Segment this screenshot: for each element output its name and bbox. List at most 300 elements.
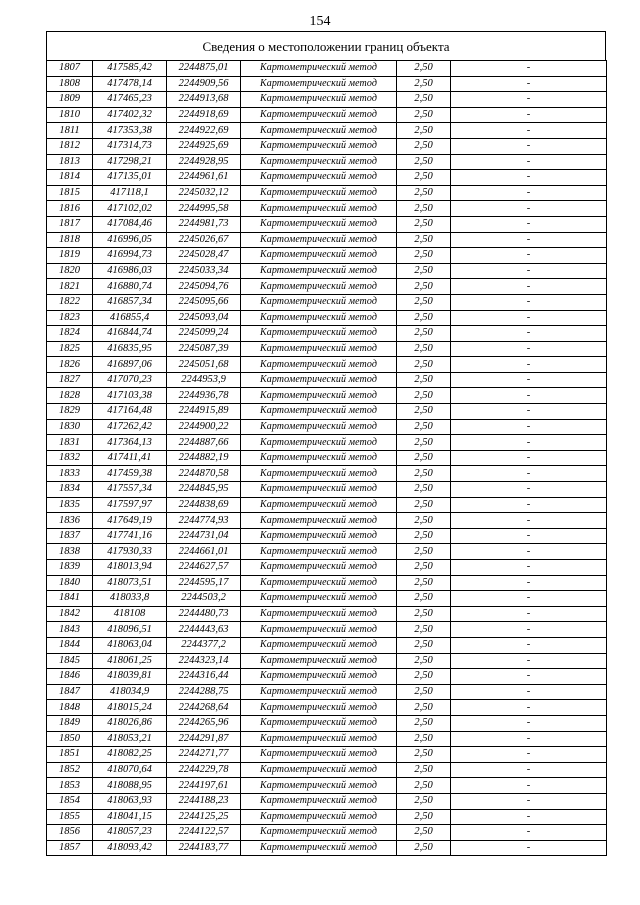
point-number-cell: 1845 [47, 653, 93, 669]
note-cell: - [451, 341, 607, 357]
y-coordinate-cell: 2244443,63 [167, 622, 241, 638]
table-row [47, 216, 607, 232]
x-coordinate-cell: 417364,13 [93, 435, 167, 451]
point-number-cell: 1832 [47, 450, 93, 466]
point-number-cell: 1841 [47, 591, 93, 607]
accuracy-cell: 2,50 [397, 482, 451, 498]
point-number-cell: 1821 [47, 279, 93, 295]
method-cell: Картометрический метод [241, 341, 397, 357]
x-coordinate-cell: 416857,34 [93, 294, 167, 310]
x-coordinate-cell: 418096,51 [93, 622, 167, 638]
y-coordinate-cell: 2244122,57 [167, 825, 241, 841]
x-coordinate-cell: 418063,04 [93, 637, 167, 653]
method-cell: Картометрический метод [241, 216, 397, 232]
accuracy-cell: 2,50 [397, 591, 451, 607]
method-cell: Картометрический метод [241, 825, 397, 841]
point-number-cell: 1828 [47, 388, 93, 404]
accuracy-cell: 2,50 [397, 840, 451, 856]
method-cell: Картометрический метод [241, 482, 397, 498]
accuracy-cell: 2,50 [397, 326, 451, 342]
y-coordinate-cell: 2244125,25 [167, 809, 241, 825]
method-cell: Картометрический метод [241, 263, 397, 279]
y-coordinate-cell: 2245099,24 [167, 326, 241, 342]
note-cell: - [451, 544, 607, 560]
x-coordinate-cell: 418082,25 [93, 747, 167, 763]
y-coordinate-cell: 2244188,23 [167, 793, 241, 809]
point-number-cell: 1826 [47, 357, 93, 373]
table-row [47, 575, 607, 591]
x-coordinate-cell: 418063,93 [93, 793, 167, 809]
accuracy-cell: 2,50 [397, 825, 451, 841]
y-coordinate-cell: 2244845,95 [167, 482, 241, 498]
accuracy-cell: 2,50 [397, 466, 451, 482]
table-row [47, 450, 607, 466]
accuracy-cell: 2,50 [397, 248, 451, 264]
method-cell: Картометрический метод [241, 840, 397, 856]
accuracy-cell: 2,50 [397, 404, 451, 420]
y-coordinate-cell: 2244323,14 [167, 653, 241, 669]
x-coordinate-cell: 417084,46 [93, 216, 167, 232]
note-cell: - [451, 513, 607, 529]
point-number-cell: 1820 [47, 263, 93, 279]
note-cell: - [451, 825, 607, 841]
method-cell: Картометрический метод [241, 809, 397, 825]
table-row [47, 513, 607, 529]
point-number-cell: 1849 [47, 715, 93, 731]
method-cell: Картометрический метод [241, 606, 397, 622]
y-coordinate-cell: 2245028,47 [167, 248, 241, 264]
table-row [47, 326, 607, 342]
x-coordinate-cell: 417459,38 [93, 466, 167, 482]
note-cell: - [451, 170, 607, 186]
table-row [47, 762, 607, 778]
method-cell: Картометрический метод [241, 700, 397, 716]
note-cell: - [451, 482, 607, 498]
x-coordinate-cell: 416994,73 [93, 248, 167, 264]
method-cell: Картометрический метод [241, 310, 397, 326]
point-number-cell: 1840 [47, 575, 93, 591]
method-cell: Картометрический метод [241, 669, 397, 685]
note-cell: - [451, 404, 607, 420]
x-coordinate-cell: 417102,02 [93, 201, 167, 217]
x-coordinate-cell: 417402,32 [93, 107, 167, 123]
note-cell: - [451, 310, 607, 326]
note-cell: - [451, 419, 607, 435]
point-number-cell: 1827 [47, 372, 93, 388]
method-cell: Картометрический метод [241, 138, 397, 154]
note-cell: - [451, 232, 607, 248]
x-coordinate-cell: 416844,74 [93, 326, 167, 342]
accuracy-cell: 2,50 [397, 731, 451, 747]
accuracy-cell: 2,50 [397, 715, 451, 731]
point-number-cell: 1809 [47, 92, 93, 108]
accuracy-cell: 2,50 [397, 622, 451, 638]
note-cell: - [451, 185, 607, 201]
accuracy-cell: 2,50 [397, 138, 451, 154]
boundary-table-sheet [46, 31, 606, 856]
x-coordinate-cell: 418073,51 [93, 575, 167, 591]
point-number-cell: 1842 [47, 606, 93, 622]
table-row [47, 809, 607, 825]
x-coordinate-cell: 417298,21 [93, 154, 167, 170]
note-cell: - [451, 107, 607, 123]
table-row [47, 248, 607, 264]
y-coordinate-cell: 2244731,04 [167, 528, 241, 544]
note-cell: - [451, 606, 607, 622]
method-cell: Картометрический метод [241, 201, 397, 217]
point-number-cell: 1829 [47, 404, 93, 420]
note-cell: - [451, 560, 607, 576]
method-cell: Картометрический метод [241, 466, 397, 482]
method-cell: Картометрический метод [241, 591, 397, 607]
table-row [47, 419, 607, 435]
x-coordinate-cell: 416986,03 [93, 263, 167, 279]
point-number-cell: 1811 [47, 123, 93, 139]
point-number-cell: 1817 [47, 216, 93, 232]
x-coordinate-cell: 417262,42 [93, 419, 167, 435]
table-row [47, 341, 607, 357]
method-cell: Картометрический метод [241, 61, 397, 77]
method-cell: Картометрический метод [241, 372, 397, 388]
method-cell: Картометрический метод [241, 513, 397, 529]
method-cell: Картометрический метод [241, 279, 397, 295]
accuracy-cell: 2,50 [397, 606, 451, 622]
table-row [47, 825, 607, 841]
table-row [47, 606, 607, 622]
table-row [47, 700, 607, 716]
table-row [47, 482, 607, 498]
x-coordinate-cell: 418070,64 [93, 762, 167, 778]
point-number-cell: 1814 [47, 170, 93, 186]
y-coordinate-cell: 2244480,73 [167, 606, 241, 622]
x-coordinate-cell: 418015,24 [93, 700, 167, 716]
note-cell: - [451, 700, 607, 716]
method-cell: Картометрический метод [241, 793, 397, 809]
accuracy-cell: 2,50 [397, 123, 451, 139]
table-row [47, 544, 607, 560]
table-row [47, 622, 607, 638]
method-cell: Картометрический метод [241, 232, 397, 248]
y-coordinate-cell: 2245095,66 [167, 294, 241, 310]
point-number-cell: 1807 [47, 61, 93, 77]
table-row [47, 107, 607, 123]
x-coordinate-cell: 416897,06 [93, 357, 167, 373]
accuracy-cell: 2,50 [397, 653, 451, 669]
y-coordinate-cell: 2244918,69 [167, 107, 241, 123]
accuracy-cell: 2,50 [397, 216, 451, 232]
x-coordinate-cell: 418026,86 [93, 715, 167, 731]
note-cell: - [451, 138, 607, 154]
point-number-cell: 1834 [47, 482, 93, 498]
y-coordinate-cell: 2244925,69 [167, 138, 241, 154]
y-coordinate-cell: 2244961,61 [167, 170, 241, 186]
point-number-cell: 1810 [47, 107, 93, 123]
note-cell: - [451, 435, 607, 451]
y-coordinate-cell: 2244661,01 [167, 544, 241, 560]
note-cell: - [451, 248, 607, 264]
accuracy-cell: 2,50 [397, 809, 451, 825]
point-number-cell: 1825 [47, 341, 93, 357]
y-coordinate-cell: 2244265,96 [167, 715, 241, 731]
point-number-cell: 1838 [47, 544, 93, 560]
y-coordinate-cell: 2245087,39 [167, 341, 241, 357]
x-coordinate-cell: 417353,38 [93, 123, 167, 139]
method-cell: Картометрический метод [241, 544, 397, 560]
point-number-cell: 1822 [47, 294, 93, 310]
y-coordinate-cell: 2244271,77 [167, 747, 241, 763]
method-cell: Картометрический метод [241, 185, 397, 201]
point-number-cell: 1851 [47, 747, 93, 763]
note-cell: - [451, 669, 607, 685]
point-number-cell: 1808 [47, 76, 93, 92]
point-number-cell: 1847 [47, 684, 93, 700]
accuracy-cell: 2,50 [397, 294, 451, 310]
accuracy-cell: 2,50 [397, 637, 451, 653]
x-coordinate-cell: 418034,9 [93, 684, 167, 700]
method-cell: Картометрический метод [241, 154, 397, 170]
table-row [47, 715, 607, 731]
x-coordinate-cell: 418061,25 [93, 653, 167, 669]
accuracy-cell: 2,50 [397, 497, 451, 513]
method-cell: Картометрический метод [241, 731, 397, 747]
accuracy-cell: 2,50 [397, 513, 451, 529]
x-coordinate-cell: 416996,05 [93, 232, 167, 248]
x-coordinate-cell: 418093,42 [93, 840, 167, 856]
y-coordinate-cell: 2245094,76 [167, 279, 241, 295]
method-cell: Картометрический метод [241, 435, 397, 451]
y-coordinate-cell: 2244882,19 [167, 450, 241, 466]
table-row [47, 170, 607, 186]
y-coordinate-cell: 2244268,64 [167, 700, 241, 716]
table-row [47, 731, 607, 747]
accuracy-cell: 2,50 [397, 341, 451, 357]
note-cell: - [451, 388, 607, 404]
note-cell: - [451, 528, 607, 544]
point-number-cell: 1855 [47, 809, 93, 825]
note-cell: - [451, 637, 607, 653]
note-cell: - [451, 123, 607, 139]
table-row [47, 684, 607, 700]
accuracy-cell: 2,50 [397, 185, 451, 201]
point-number-cell: 1835 [47, 497, 93, 513]
y-coordinate-cell: 2244900,22 [167, 419, 241, 435]
table-row [47, 123, 607, 139]
x-coordinate-cell: 417135,01 [93, 170, 167, 186]
point-number-cell: 1853 [47, 778, 93, 794]
method-cell: Картометрический метод [241, 622, 397, 638]
table-row [47, 61, 607, 77]
note-cell: - [451, 715, 607, 731]
note-cell: - [451, 201, 607, 217]
method-cell: Картометрический метод [241, 107, 397, 123]
x-coordinate-cell: 417741,16 [93, 528, 167, 544]
accuracy-cell: 2,50 [397, 435, 451, 451]
y-coordinate-cell: 2245051,68 [167, 357, 241, 373]
accuracy-cell: 2,50 [397, 310, 451, 326]
accuracy-cell: 2,50 [397, 684, 451, 700]
accuracy-cell: 2,50 [397, 528, 451, 544]
note-cell: - [451, 778, 607, 794]
table-row [47, 92, 607, 108]
x-coordinate-cell: 417597,97 [93, 497, 167, 513]
x-coordinate-cell: 418041,15 [93, 809, 167, 825]
table-row [47, 185, 607, 201]
table-row [47, 388, 607, 404]
note-cell: - [451, 263, 607, 279]
x-coordinate-cell: 417930,33 [93, 544, 167, 560]
accuracy-cell: 2,50 [397, 107, 451, 123]
table-row [47, 310, 607, 326]
point-number-cell: 1857 [47, 840, 93, 856]
note-cell: - [451, 762, 607, 778]
method-cell: Картометрический метод [241, 715, 397, 731]
method-cell: Картометрический метод [241, 404, 397, 420]
y-coordinate-cell: 2244913,68 [167, 92, 241, 108]
x-coordinate-cell: 417411,41 [93, 450, 167, 466]
point-number-cell: 1823 [47, 310, 93, 326]
note-cell: - [451, 372, 607, 388]
table-row [47, 591, 607, 607]
y-coordinate-cell: 2245033,34 [167, 263, 241, 279]
y-coordinate-cell: 2244838,69 [167, 497, 241, 513]
point-number-cell: 1830 [47, 419, 93, 435]
y-coordinate-cell: 2244870,58 [167, 466, 241, 482]
method-cell: Картометрический метод [241, 170, 397, 186]
x-coordinate-cell: 417070,23 [93, 372, 167, 388]
method-cell: Картометрический метод [241, 560, 397, 576]
method-cell: Картометрический метод [241, 653, 397, 669]
x-coordinate-cell: 417557,34 [93, 482, 167, 498]
point-number-cell: 1831 [47, 435, 93, 451]
point-number-cell: 1848 [47, 700, 93, 716]
x-coordinate-cell: 416855,4 [93, 310, 167, 326]
method-cell: Картометрический метод [241, 419, 397, 435]
point-number-cell: 1818 [47, 232, 93, 248]
table-row [47, 528, 607, 544]
y-coordinate-cell: 2244887,66 [167, 435, 241, 451]
note-cell: - [451, 279, 607, 295]
table-row [47, 840, 607, 856]
page-number: 154 [309, 14, 331, 29]
method-cell: Картометрический метод [241, 450, 397, 466]
x-coordinate-cell: 417585,42 [93, 61, 167, 77]
accuracy-cell: 2,50 [397, 279, 451, 295]
method-cell: Картометрический метод [241, 497, 397, 513]
accuracy-cell: 2,50 [397, 170, 451, 186]
y-coordinate-cell: 2244229,78 [167, 762, 241, 778]
table-row [47, 793, 607, 809]
accuracy-cell: 2,50 [397, 700, 451, 716]
note-cell: - [451, 326, 607, 342]
point-number-cell: 1812 [47, 138, 93, 154]
table-row [47, 279, 607, 295]
method-cell: Картометрический метод [241, 76, 397, 92]
method-cell: Картометрический метод [241, 248, 397, 264]
y-coordinate-cell: 2244197,61 [167, 778, 241, 794]
table-row [47, 76, 607, 92]
y-coordinate-cell: 2245026,67 [167, 232, 241, 248]
x-coordinate-cell: 417314,73 [93, 138, 167, 154]
x-coordinate-cell: 417103,38 [93, 388, 167, 404]
point-number-cell: 1836 [47, 513, 93, 529]
table-row [47, 357, 607, 373]
accuracy-cell: 2,50 [397, 560, 451, 576]
note-cell: - [451, 497, 607, 513]
y-coordinate-cell: 2244915,89 [167, 404, 241, 420]
point-number-cell: 1839 [47, 560, 93, 576]
table-row [47, 637, 607, 653]
table-row [47, 466, 607, 482]
accuracy-cell: 2,50 [397, 263, 451, 279]
note-cell: - [451, 450, 607, 466]
y-coordinate-cell: 2245032,12 [167, 185, 241, 201]
method-cell: Картометрический метод [241, 684, 397, 700]
y-coordinate-cell: 2244503,2 [167, 591, 241, 607]
coordinates-table-body [47, 61, 607, 856]
x-coordinate-cell: 418053,21 [93, 731, 167, 747]
point-number-cell: 1854 [47, 793, 93, 809]
note-cell: - [451, 731, 607, 747]
table-row [47, 778, 607, 794]
y-coordinate-cell: 2244981,73 [167, 216, 241, 232]
point-number-cell: 1856 [47, 825, 93, 841]
table-row [47, 154, 607, 170]
y-coordinate-cell: 2244928,95 [167, 154, 241, 170]
accuracy-cell: 2,50 [397, 61, 451, 77]
table-row [47, 560, 607, 576]
y-coordinate-cell: 2244774,93 [167, 513, 241, 529]
table-row [47, 435, 607, 451]
y-coordinate-cell: 2244909,56 [167, 76, 241, 92]
table-caption: Сведения о местоположении границ объекта [46, 31, 606, 60]
accuracy-cell: 2,50 [397, 201, 451, 217]
y-coordinate-cell: 2244595,17 [167, 575, 241, 591]
x-coordinate-cell: 418088,95 [93, 778, 167, 794]
accuracy-cell: 2,50 [397, 388, 451, 404]
x-coordinate-cell: 417649,19 [93, 513, 167, 529]
y-coordinate-cell: 2244922,69 [167, 123, 241, 139]
accuracy-cell: 2,50 [397, 357, 451, 373]
note-cell: - [451, 575, 607, 591]
accuracy-cell: 2,50 [397, 575, 451, 591]
method-cell: Картометрический метод [241, 294, 397, 310]
table-row [47, 201, 607, 217]
point-number-cell: 1846 [47, 669, 93, 685]
y-coordinate-cell: 2244627,57 [167, 560, 241, 576]
accuracy-cell: 2,50 [397, 544, 451, 560]
note-cell: - [451, 76, 607, 92]
note-cell: - [451, 294, 607, 310]
point-number-cell: 1819 [47, 248, 93, 264]
accuracy-cell: 2,50 [397, 372, 451, 388]
table-row [47, 263, 607, 279]
method-cell: Картометрический метод [241, 575, 397, 591]
point-number-cell: 1815 [47, 185, 93, 201]
note-cell: - [451, 61, 607, 77]
accuracy-cell: 2,50 [397, 232, 451, 248]
method-cell: Картометрический метод [241, 637, 397, 653]
note-cell: - [451, 92, 607, 108]
method-cell: Картометрический метод [241, 326, 397, 342]
point-number-cell: 1816 [47, 201, 93, 217]
note-cell: - [451, 793, 607, 809]
x-coordinate-cell: 417118,1 [93, 185, 167, 201]
note-cell: - [451, 466, 607, 482]
table-row [47, 232, 607, 248]
point-number-cell: 1824 [47, 326, 93, 342]
y-coordinate-cell: 2244995,58 [167, 201, 241, 217]
x-coordinate-cell: 417478,14 [93, 76, 167, 92]
